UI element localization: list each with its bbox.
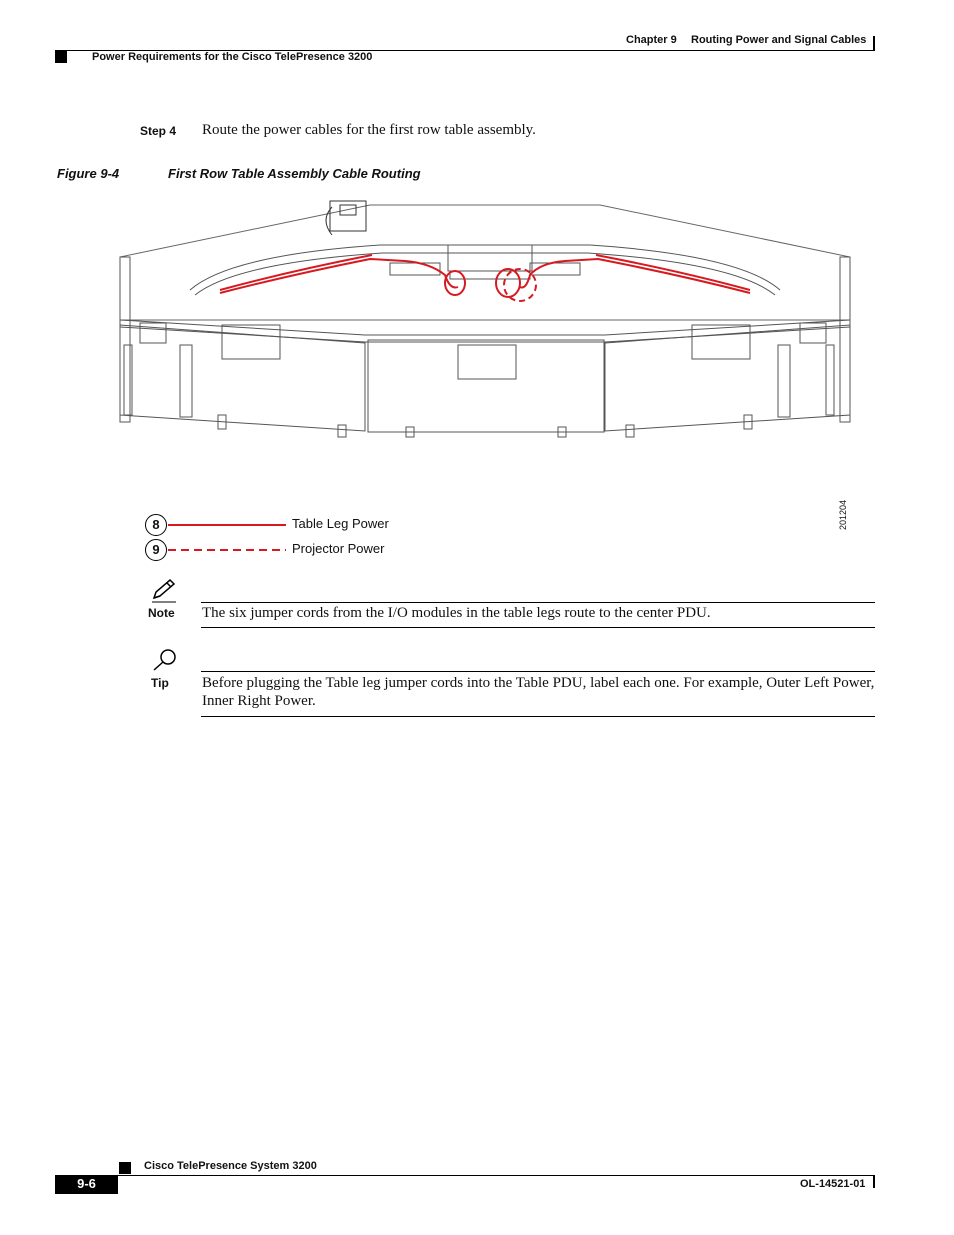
legend-callout-9: 9 <box>145 539 167 561</box>
tip-text: Before plugging the Table leg jumper cords into the Table PDU, label each one. For example, Outer Left Power, Inner Right Power. <box>202 675 875 709</box>
step-text: Route the power cables for the first row table assembly. <box>202 122 536 138</box>
step-label: Step 4 <box>140 124 177 138</box>
figure-number: Figure 9-4 <box>57 166 120 181</box>
header-chapter-title: Routing Power and Signal Cables <box>691 34 867 46</box>
footer-marker <box>119 1162 131 1174</box>
tip-label: Tip <box>151 676 169 690</box>
table-assembly-illustration <box>110 195 860 445</box>
footer-doc-id: OL-14521-01 <box>800 1178 866 1190</box>
legend-label-table-leg-power: Table Leg Power <box>292 516 389 531</box>
header-chapter: Chapter 9 <box>626 34 677 46</box>
note-text: The six jumper cords from the I/O modules in the table legs route to the center PDU. <box>202 605 711 621</box>
figure-id: 201204 <box>838 499 848 530</box>
legend-label-projector-power: Projector Power <box>292 541 385 556</box>
footer-book-title: Cisco TelePresence System 3200 <box>144 1160 317 1172</box>
header-marker <box>55 51 67 63</box>
magnifier-icon <box>150 647 180 673</box>
footer-page-number: 9-6 <box>77 1176 96 1191</box>
legend-solid-line <box>168 523 288 527</box>
footer-rule <box>55 1175 875 1176</box>
note-bottom-rule <box>201 627 875 628</box>
figure-title: First Row Table Assembly Cable Routing <box>168 166 421 181</box>
tip-top-rule <box>201 671 875 672</box>
footer-bar <box>873 1175 875 1188</box>
pencil-icon <box>150 578 178 604</box>
legend-callout-8: 8 <box>145 514 167 536</box>
legend-dashed-line <box>168 548 288 552</box>
header-section: Power Requirements for the Cisco TelePresence 3200 <box>92 51 373 63</box>
note-top-rule <box>201 602 875 603</box>
tip-bottom-rule <box>201 716 875 717</box>
header-bar <box>873 36 875 50</box>
note-label: Note <box>148 606 175 620</box>
